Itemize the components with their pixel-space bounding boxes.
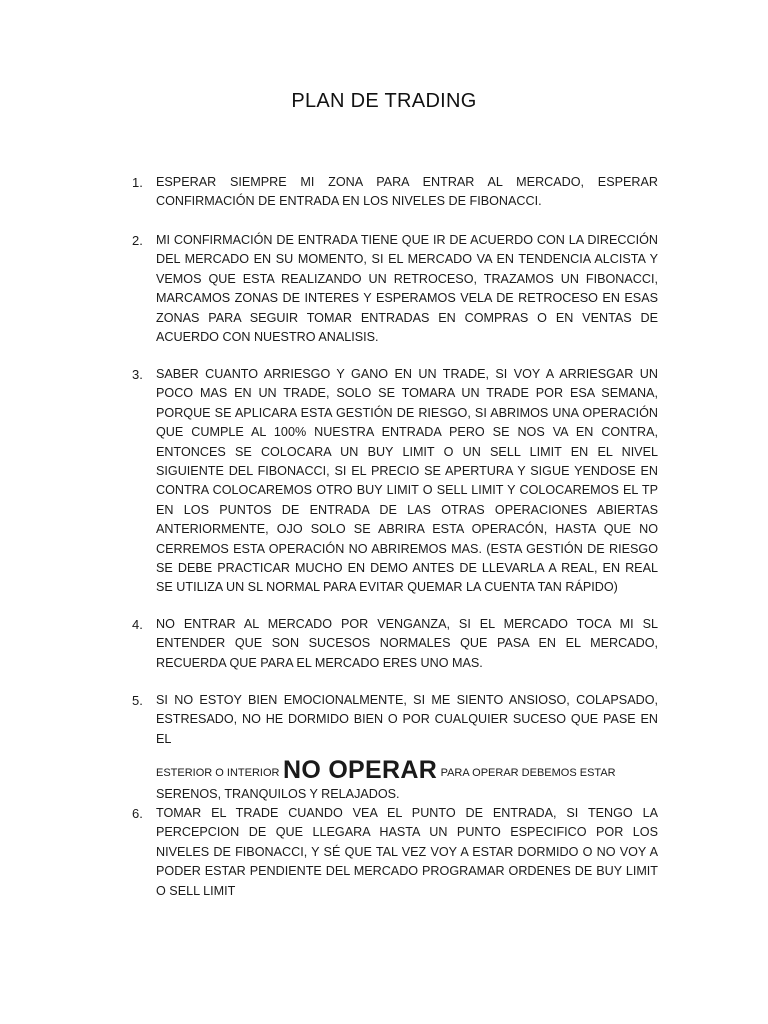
list-item-text: NO ENTRAR AL MERCADO POR VENGANZA, SI EL MERCADO TOCA MI SL ENTENDER QUE SON SUCESOS NORMALES QUE PASA EN EL MERCADO, RECUERDA QUE PARA EL MERCADO ERES UNO MAS.	[156, 617, 658, 670]
list-item-text: TOMAR EL TRADE CUANDO VEA EL PUNTO DE ENTRADA, SI TENGO LA PERCEPCION DE QUE LLEGARA HASTA UN PUNTO ESPECIFICO POR LOS NIVELES DE FIBONACCI, Y SÉ QUE TAL VEZ VOY A ESTAR DORMIDO O NO VOY A PODER ESTAR PENDIENTE DEL MERCADO PROGRAMAR ORDENES DE BUY LIMIT O SELL LIMIT	[156, 806, 658, 898]
list-item-text-part: PARA OPERAR DEBEMOS ESTAR	[440, 767, 616, 780]
list-item-text-part: ESTERIOR O INTERIOR	[156, 767, 280, 780]
list-item-text: MI CONFIRMACIÓN DE ENTRADA TIENE QUE IR DE ACUERDO CON LA DIRECCIÓN DEL MERCADO EN SU MOMENTO, SI EL MERCADO VA EN TENDENCIA ALCISTA Y VEMOS QUE ESTA REALIZANDO UN RETROCESO, TRAZAMOS UN FIBONACCI, MARCAMOS ZONAS DE INTERES Y ESPERAMOS VELA DE RETROCESO EN ESAS ZONAS PARA SEGUIR TOMAR ENTRADAS EN COMPRAS O EN VENTAS DE ACUERDO CON NUESTRO ANALISIS.	[156, 233, 658, 345]
list-item-text-part	[156, 756, 658, 785]
list-item-number: 2.	[132, 233, 143, 248]
list-item-text: SABER CUANTO ARRIESGO Y GANO EN UN TRADE, SI VOY A ARRIESGAR UN POCO MAS EN UN TRADE, SOLO SE TOMARA UN TRADE POR ESA SEMANA, PORQUE SE APLICARA ESTA GESTIÓN DE RIESGO, SI ABRIMOS UNA OPERACIÓN QUE CUMPLE AL 100% NUESTRA ENTRADA PERO SE NOS VA EN CONTRA, ENTONCES SE COLOCARA UN BUY LIMIT O UN SELL LIMIT EN EL NIVEL SIGUIENTE DEL FIBONACCI, SI EL PRECIO SE APERTURA Y SIGUE YENDOSE EN CONTRA COLOCAREMOS OTRO BUY LIMIT O SELL LIMIT Y COLOCAREMOS EL TP EN LOS PUNTOS DE ENTRADA DE LAS OTRAS OPERACIONES ABIERTAS ANTERIORMENTE, OJO SOLO SE ABRIRA ESTA OPERACÓN, HASTA QUE NO CERREMOS ESTA OPERACIÓN NO ABRIREMOS MAS. (ESTA GESTIÓN DE RIESGO SE DEBE PRACTICAR MUCHO EN DEMO ANTES DE LLEVARLA A REAL, EN REAL SE UTILIZA UN SL NORMAL PARA EVITAR QUEMAR LA CUENTA TAN RÁPIDO)	[156, 367, 658, 595]
list-item-number: 4.	[132, 617, 143, 632]
list-item-text-part: SI NO ESTOY BIEN EMOCIONALMENTE, SI ME SIENTO ANSIOSO, COLAPSADO, ESTRESADO, NO HE DORMIDO BIEN O POR CUALQUIER SUCESO QUE PASE EN EL	[156, 693, 658, 746]
list-item-number: 6.	[132, 806, 143, 821]
list-item-number: 1.	[132, 175, 143, 190]
document-title: PLAN DE TRADING	[291, 90, 477, 112]
list-item-number: 3.	[132, 367, 143, 382]
list-item-text-part: SERENOS, TRANQUILOS Y RELAJADOS.	[156, 787, 400, 802]
list-item-text	[156, 691, 658, 805]
list-item-text: ESPERAR SIEMPRE MI ZONA PARA ENTRAR AL MERCADO, ESPERAR CONFIRMACIÓN DE ENTRADA EN LOS NIVELES DE FIBONACCI.	[156, 175, 658, 209]
no-operar-emphasis: NO OPERAR	[282, 756, 438, 785]
list-item-number: 5.	[132, 693, 143, 708]
